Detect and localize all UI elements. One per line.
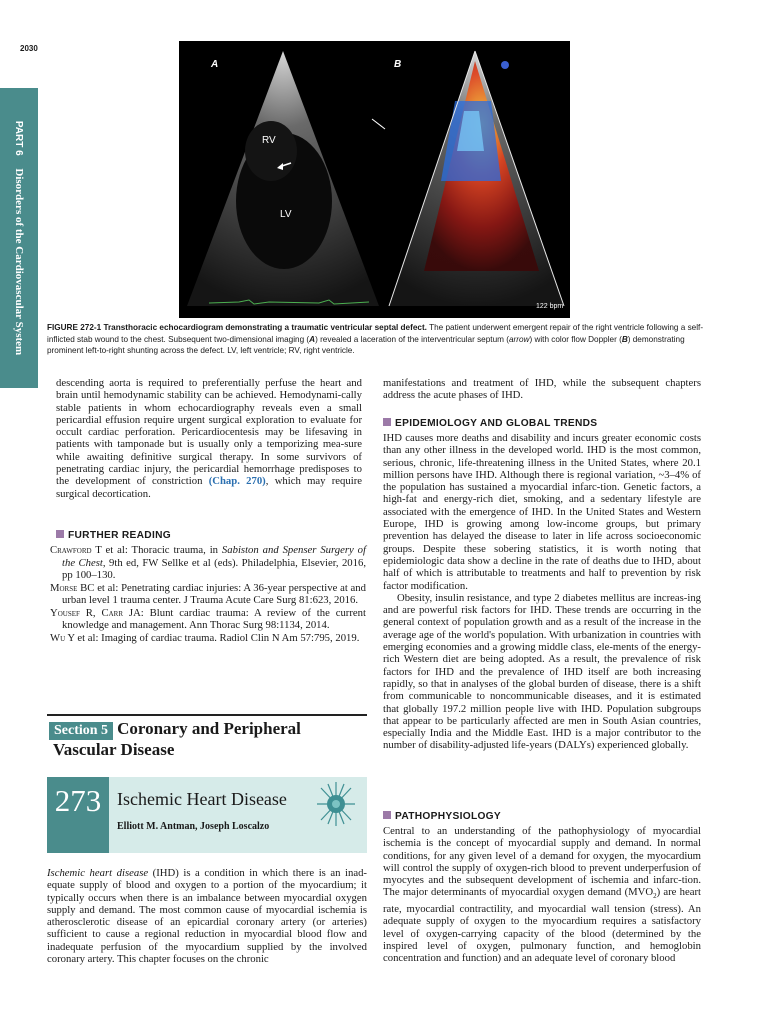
figure-caption (47, 322, 707, 357)
reference-title: Sabiston and Spenser Surgery of the Chest (62, 544, 366, 569)
further-reading-heading (56, 530, 362, 541)
caption-text: ) revealed a laceration of the interventricular septum ( (315, 334, 509, 344)
section-header (49, 719, 369, 760)
reference-text: BC et al: Penetrating cardiac injuries: A 36-year perspective at and urban level 1 trauma center. J Trauma Acute Care Surg 81:623, 2016. (62, 581, 366, 606)
paragraph-text: , which may require surgical decortication. (56, 475, 363, 500)
reference-text: T et al: Thoracic trauma, in (91, 544, 222, 556)
caption-arrow: arrow (508, 334, 530, 344)
section-title-line-1: Coronary and Peripheral (117, 719, 301, 738)
right-intro-paragraph: manifestations and treatment of IHD, while the subsequent chapters address the acute phases of IHD. (383, 377, 701, 402)
pathophysiology-heading (383, 811, 701, 822)
section-marker-icon (383, 811, 391, 819)
page-number: 2030 (20, 44, 38, 53)
reference-item (50, 607, 366, 632)
heading-text: PATHOPHYSIOLOGY (395, 811, 502, 822)
ihd-intro-paragraph (47, 867, 367, 965)
caption-bold: Transthoracic echocardiogram demonstrating a traumatic ventricular septal defect. (103, 323, 427, 332)
section-rule (47, 714, 367, 716)
paragraph-text: ) are heart rate, myocardial contractility, and myocardial wall tension (stress). An adequate supply of oxygen to the myocardium requires a satisfactory level of oxygen-carrying capacity of the blood (determined by the inspired level of oxygen, pulmonary function, and hemoglobin concentration and function) and an adequate level of coronary blood (383, 886, 702, 965)
reference-item (50, 582, 366, 607)
section-label: Section 5 (49, 722, 113, 740)
reference-item (50, 632, 366, 645)
reference-author: Morse (50, 581, 78, 594)
reference-list (50, 544, 366, 644)
caption-text: ) demonstrating prominent left-to-right shunting across the defect. LV, left ventricle; RV, right ventricle. (47, 334, 685, 355)
panel-a-label: A (211, 59, 219, 70)
reference-author: Yousef (50, 606, 80, 619)
reference-text: JA: Blunt cardiac trauma: A review of the current knowledge and management. Ann Thorac Surg 98:1134, 2014. (62, 606, 366, 631)
chapter-authors: Elliott M. Antman, Joseph Loscalzo (117, 821, 270, 832)
caption-label: FIGURE 272-1 (47, 323, 102, 332)
echocardiogram-figure (179, 41, 570, 318)
caption-ref-a: A (309, 334, 316, 344)
rv-label: RV (262, 135, 276, 146)
reference-author: Wu (50, 631, 66, 644)
term-italic: Ischemic heart disease (47, 867, 149, 879)
heading-text: FURTHER READING (68, 530, 171, 541)
paragraph-text: (IHD) is a condition in which there is an inad-equate supply of blood and oxygen to a portion of the myocardium; it typically occurs when there is an imbalance between myocardial oxygen supply and demand. The most common cause of myocardial ischemia is atherosclerotic disease of an epicardial coronary artery (or arteries) sufficient to cause a regional reduction in myocardial blood flow and inadequate perfusion of the myocardium supplied by the involved coronary artery. This chapter focuses on the chronic (47, 867, 367, 966)
chapter-number: 273 (47, 777, 109, 853)
chapter-link[interactable]: (Chap. 270) (208, 475, 266, 488)
caption-text: The patient underwent emergent repair of the right ventricle following a self-inflicted stab wound to the chest. Subsequent two-dimensional imaging ( (47, 323, 704, 344)
lv-label: LV (280, 209, 292, 220)
section-marker-icon (56, 530, 64, 538)
side-tab-label (13, 121, 25, 355)
heading-text: EPIDEMIOLOGY AND GLOBAL TRENDS (395, 418, 598, 429)
chapter-title: Ischemic Heart Disease (117, 789, 287, 809)
section-marker-icon (383, 418, 391, 426)
heart-rate-label: 122 bpm (536, 303, 564, 310)
reference-author: Carr (101, 606, 124, 619)
panel-b-label: B (394, 59, 402, 70)
reference-text: R, (79, 606, 102, 619)
paragraph-text: Central to an understanding of the pathophysiology of myocardial ischemia is the concept of myocardial supply and demand. In normal conditions, for any given level of a demand for oxygen, the myocardium will control the supply of oxygen-rich blood to prevent underperfusion of myocytes and the subsequent development of ischemia and infarc-tion. The major determinants of myocardial oxygen demand (MVO (383, 825, 701, 899)
reference-text: , 9th ed, FW Sellke et al (eds). Philadelphia, Elsevier, 2016, pp 100–130. (62, 556, 366, 581)
paragraph-text: descending aorta is required to preferentially perfuse the heart and brain until hemodynamic stability can be achieved. Hemodynami-cally stable patients in whom echocardiography reveals even a small pericardial effusion require urgent surgical exploration to evaluate for occult cardiac perforation. Pericardiocentesis may be lifesaving in patients with tamponade but is usually only a temporizing mea-sure while awaiting definitive surgical therapy. In some survivors of penetrating cardiac injury, the pericardial hemorrhage predisposes to the development of constriction (56, 377, 362, 488)
side-tab-part: PART 6 (13, 120, 24, 156)
cell-illustration-icon (315, 780, 357, 828)
reference-item (50, 544, 366, 582)
epidemiology-heading (383, 418, 701, 429)
side-tab-title: Disorders of the Cardiovascular System (13, 168, 25, 356)
section-title-line-2: Vascular Disease (53, 740, 175, 759)
pathophysiology-content (383, 825, 701, 964)
paragraph: IHD causes more deaths and disability and incurs greater economic costs than any other illness in the developed world. IHD is the most common, serious, chronic, life-threatening illness in the United States, where 20.1 million persons have IHD. Although there is regional variation, ~3–4% of the population has sustained a myocardial infarc-tion. Genetic factors, a high-fat and energy-rich diet, smoking, and a sedentary lifestyle are associated with the emergence of IHD. In the United States and Western Europe, IHD is growing among low-income groups, but primary prevention has delayed the disease to later in life across socioeconomic groups. Despite these sobering statistics, it is worth noting that epidemiologic data show a decline in the rate of deaths due to IHD, about half of which is attributable to treatments and half to prevention by risk factor modification. (383, 432, 701, 592)
reference-author: Crawford (50, 544, 92, 556)
paragraph: Obesity, insulin resistance, and type 2 diabetes mellitus are increas-ing and are powerful risk factors for IHD. These trends are occurring in the general context of population growth and as a result of the increase in the average age of the world's population. With urbanization in countries with emerging economies and a growing middle class, ele-ments of the energy-rich Western diet are being adopted. As a result, the prevalence of risk factors for IHD and the prevalence of IHD itself are both increasing rapidly, so that in analyses of the global burden of disease, there is a shift from communicable to noncommunicable diseases, and it is estimated that globally 197.2 million people live with IHD. Population subgroups that appear to be particularly affected are men in South Asian countries, especially India and the Middle East. IHD is a major contributor to the number of disability-adjusted life-years (DALYs) experienced globally. (383, 591, 701, 752)
epidemiology-content (383, 432, 701, 752)
caption-text: ) with color flow Doppler ( (529, 334, 622, 344)
caption-ref-b: B (621, 334, 628, 344)
reference-text: Y et al: Imaging of cardiac trauma. Radiol Clin N Am 57:795, 2019. (65, 631, 360, 644)
left-intro-paragraph (56, 377, 362, 500)
subscript: 2 (653, 892, 657, 901)
